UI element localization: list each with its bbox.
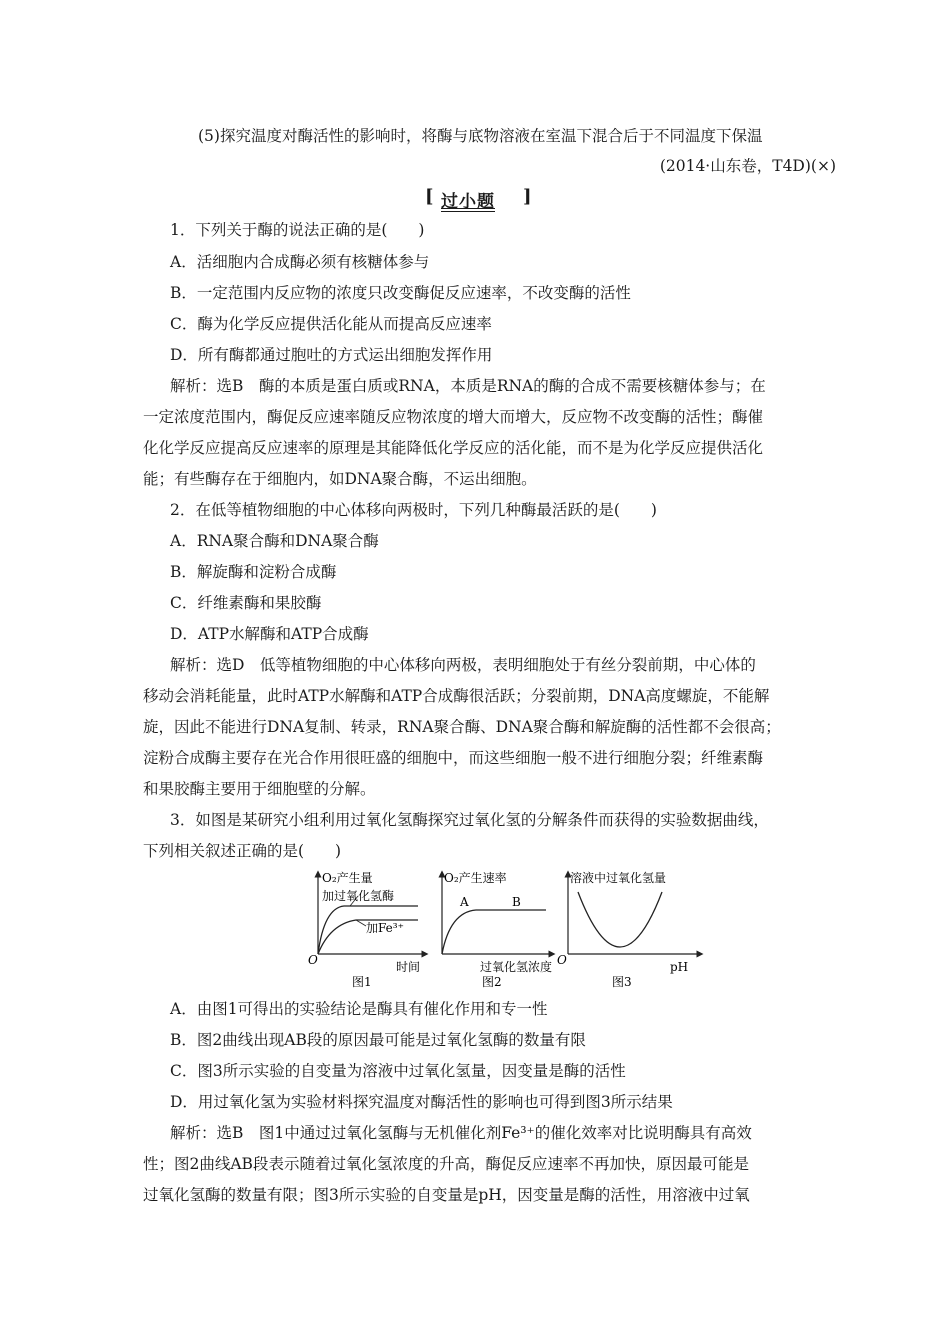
fig1-caption: 图1 (352, 975, 372, 989)
q1-analysis-line: 能；有些酶存在于细胞内，如DNA聚合酶，不运出细胞。 (143, 470, 537, 488)
fig3-origin: O (557, 953, 567, 967)
q1-analysis-line: 解析：选B 酶的本质是蛋白质或RNA，本质是RNA的酶的合成不需要核糖体参与；在 (170, 377, 766, 395)
q1-stem: 1．下列关于酶的说法正确的是( ) (170, 221, 425, 239)
fig1-label-enzyme: 加过氧化氢酶 (322, 889, 395, 903)
fig1-leader-lower (356, 920, 366, 926)
fig1-ylabel: O₂产生量 (322, 871, 373, 885)
q2-analysis-line: 移动会消耗能量，此时ATP水解酶和ATP合成酶很活跃；分裂前期，DNA高度螺旋，不能解 (143, 687, 770, 705)
q1-option-b: B．一定范围内反应物的浓度只改变酶促反应速率，不改变酶的活性 (170, 284, 631, 302)
q3-analysis-line: 性；图2曲线AB段表示随着过氧化氢浓度的升高，酶促反应速率不再加快，原因最可能是 (143, 1155, 749, 1173)
q2-option-d: D．ATP水解酶和ATP合成酶 (170, 625, 369, 643)
q3-figures (300, 866, 710, 992)
fig3-ylabel: 溶液中过氧化氢量 (570, 871, 667, 885)
figure-2 (442, 870, 552, 989)
fig2-xlabel: 过氧化氢浓度 (480, 960, 553, 974)
fig2-ylabel: O₂产生速率 (444, 871, 507, 885)
section-title-right-bracket: ] (523, 186, 532, 207)
q3-option-c: C．图3所示实验的自变量为溶液中过氧化氢量，因变量是酶的活性 (170, 1062, 626, 1080)
q2-option-a: A．RNA聚合酶和DNA聚合酶 (170, 532, 379, 550)
q2-option-c: C．纤维素酶和果胶酶 (170, 594, 322, 612)
q3-option-d: D．用过氧化氢为实验材料探究温度对酶活性的影响也可得到图3所示结果 (170, 1093, 673, 1111)
fig3-caption: 图3 (612, 975, 632, 989)
q3-analysis-line: 解析：选B 图1中通过过氧化氢酶与无机催化剂Fe³⁺的催化效率对比说明酶具有高效 (170, 1124, 752, 1142)
prev-item-line1: (5)探究温度对酶活性的影响时，将酶与底物溶液在室温下混合后于不同温度下保温 (198, 127, 763, 145)
prev-item-source: (2014·山东卷，T4D)(×) (659, 157, 836, 175)
fig1-xlabel: 时间 (396, 960, 421, 974)
q1-analysis-line: 化化学反应提高反应速率的原理是其能降低化学反应的活化能，而不是为化学反应提供活化 (143, 439, 764, 457)
q1-option-a: A．活细胞内合成酶必须有核糖体参与 (170, 253, 430, 271)
q1-option-d: D．所有酶都通过胞吐的方式运出细胞发挥作用 (170, 346, 493, 364)
q3-analysis-line: 过氧化氢酶的数量有限；图3所示实验的自变量是pH，因变量是酶的活性，用溶液中过氧 (143, 1186, 750, 1204)
figure-3 (557, 870, 700, 989)
q3-option-b: B．图2曲线出现AB段的原因最可能是过氧化氢酶的数量有限 (170, 1031, 586, 1049)
fig2-point-b: B (512, 895, 521, 909)
q3-stem-line: 3．如图是某研究小组利用过氧化氢酶探究过氧化氢的分解条件而获得的实验数据曲线， (170, 811, 769, 829)
q3-option-a: A．由图1可得出的实验结论是酶具有催化作用和专一性 (170, 1000, 548, 1018)
fig2-point-a: A (460, 895, 469, 909)
fig2-rate-curve (442, 910, 546, 954)
section-title-left-bracket: [ (425, 186, 434, 207)
q2-option-b: B．解旋酶和淀粉合成酶 (170, 563, 337, 581)
figure-1 (308, 870, 425, 989)
fig1-label-fe: 加Fe³⁺ (366, 921, 404, 935)
q2-analysis-line: 旋，因此不能进行DNA复制、转录，RNA聚合酶、DNA聚合酶和解旋酶的活性都不会很高； (143, 718, 781, 736)
q2-stem: 2．在低等植物细胞的中心体移向两极时，下列几种酶最活跃的是( ) (170, 501, 657, 519)
fig3-parabola (578, 892, 662, 947)
section-title (425, 186, 535, 212)
q2-analysis-line: 和果胶酶主要用于细胞壁的分解。 (143, 780, 376, 798)
fig1-origin: O (308, 953, 318, 967)
q2-analysis-line: 淀粉合成酶主要存在光合作用很旺盛的细胞中，而这些细胞一般不进行细胞分裂；纤维素酶 (143, 749, 764, 767)
q1-analysis-line: 一定浓度范围内，酶促反应速率随反应物浓度的增大而增大，反应物不改变酶的活性；酶催 (143, 408, 764, 426)
q2-analysis-line: 解析：选D 低等植物细胞的中心体移向两极，表明细胞处于有丝分裂前期，中心体的 (170, 656, 756, 674)
q1-option-c: C．酶为化学反应提供活化能从而提高反应速率 (170, 315, 492, 333)
q3-stem-line: 下列相关叙述正确的是( ) (143, 842, 342, 860)
fig3-xlabel: pH (670, 960, 689, 974)
fig2-caption: 图2 (482, 975, 502, 989)
section-title-text: 过小题 (441, 192, 495, 212)
